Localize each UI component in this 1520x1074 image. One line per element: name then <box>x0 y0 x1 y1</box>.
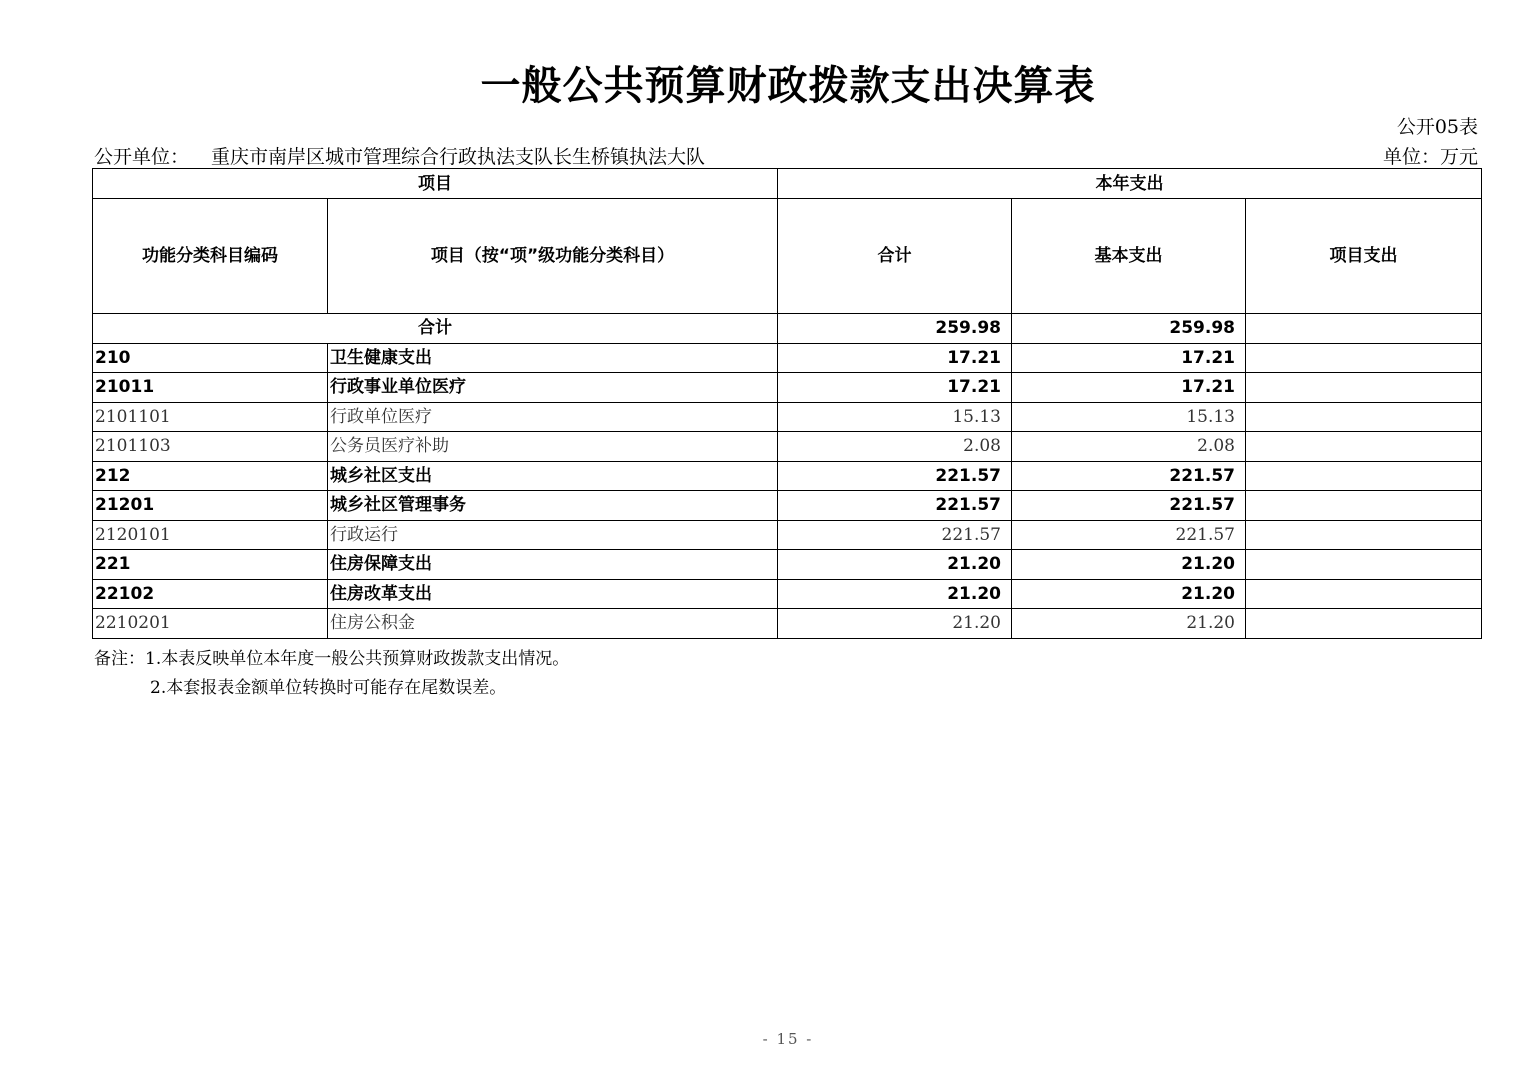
header-project-exp: 项目支出 <box>1246 199 1482 314</box>
header-basic: 基本支出 <box>1012 199 1246 314</box>
row-code: 21201 <box>93 491 328 521</box>
row-total: 17.21 <box>778 343 1012 373</box>
row-code: 210 <box>93 343 328 373</box>
row-total: 21.20 <box>778 609 1012 639</box>
row-project <box>1246 461 1482 491</box>
row-total: 15.13 <box>778 402 1012 432</box>
total-label: 合计 <box>93 314 778 344</box>
row-basic: 21.20 <box>1012 550 1246 580</box>
row-name: 住房保障支出 <box>328 550 778 580</box>
row-basic: 15.13 <box>1012 402 1246 432</box>
reporting-unit <box>94 142 705 169</box>
row-code: 212 <box>93 461 328 491</box>
page-number: - 15 - <box>762 1030 814 1048</box>
row-name: 行政事业单位医疗 <box>328 373 778 403</box>
table-row <box>93 491 1482 521</box>
row-basic: 17.21 <box>1012 373 1246 403</box>
table-row <box>93 432 1482 462</box>
header-total: 合计 <box>778 199 1012 314</box>
row-name: 卫生健康支出 <box>328 343 778 373</box>
header-current-year: 本年支出 <box>778 169 1482 199</box>
row-project <box>1246 373 1482 403</box>
table-row <box>93 402 1482 432</box>
total-project <box>1246 314 1482 344</box>
table-row <box>93 343 1482 373</box>
row-code: 22102 <box>93 579 328 609</box>
table-row <box>93 579 1482 609</box>
row-basic: 21.20 <box>1012 579 1246 609</box>
row-name: 城乡社区支出 <box>328 461 778 491</box>
expenditure-table <box>92 168 1482 639</box>
form-number: 公开05表 <box>1396 116 1478 138</box>
row-total: 221.57 <box>778 461 1012 491</box>
row-basic: 2.08 <box>1012 432 1246 462</box>
header-row-2 <box>93 199 1482 314</box>
money-unit: 单位：万元 <box>1382 146 1478 168</box>
row-code: 2101101 <box>93 402 328 432</box>
row-project <box>1246 579 1482 609</box>
row-project <box>1246 343 1482 373</box>
row-name: 行政运行 <box>328 520 778 550</box>
row-name: 城乡社区管理事务 <box>328 491 778 521</box>
note-2: 2.本套报表金额单位转换时可能存在尾数误差。 <box>150 678 507 698</box>
row-total: 2.08 <box>778 432 1012 462</box>
row-total: 221.57 <box>778 491 1012 521</box>
table-row <box>93 520 1482 550</box>
row-code: 221 <box>93 550 328 580</box>
header-row-1 <box>93 169 1482 199</box>
table-row <box>93 609 1482 639</box>
row-project <box>1246 520 1482 550</box>
row-code: 21011 <box>93 373 328 403</box>
row-project <box>1246 432 1482 462</box>
total-amount: 259.98 <box>778 314 1012 344</box>
row-total: 221.57 <box>778 520 1012 550</box>
note-1: 备注：1.本表反映单位本年度一般公共预算财政拨款支出情况。 <box>94 649 570 669</box>
row-project <box>1246 609 1482 639</box>
page-title: 一般公共预算财政拨款支出决算表 <box>480 63 1096 109</box>
total-row <box>93 314 1482 344</box>
row-code: 2101103 <box>93 432 328 462</box>
row-total: 21.20 <box>778 550 1012 580</box>
row-name: 公务员医疗补助 <box>328 432 778 462</box>
table-row <box>93 461 1482 491</box>
row-total: 21.20 <box>778 579 1012 609</box>
row-code: 2210201 <box>93 609 328 639</box>
row-name: 住房改革支出 <box>328 579 778 609</box>
header-project: 项目 <box>93 169 778 199</box>
table-row <box>93 550 1482 580</box>
row-name: 行政单位医疗 <box>328 402 778 432</box>
row-basic: 221.57 <box>1012 461 1246 491</box>
row-project <box>1246 491 1482 521</box>
reporting-unit-name: 重庆市南岸区城市管理综合行政执法支队长生桥镇执法大队 <box>211 146 706 168</box>
row-basic: 17.21 <box>1012 343 1246 373</box>
reporting-unit-label: 公开单位： <box>94 146 190 168</box>
row-project <box>1246 402 1482 432</box>
header-code: 功能分类科目编码 <box>93 199 328 314</box>
row-total: 17.21 <box>778 373 1012 403</box>
row-basic: 21.20 <box>1012 609 1246 639</box>
row-basic: 221.57 <box>1012 520 1246 550</box>
total-basic: 259.98 <box>1012 314 1246 344</box>
row-name: 住房公积金 <box>328 609 778 639</box>
row-project <box>1246 550 1482 580</box>
table-row <box>93 373 1482 403</box>
row-basic: 221.57 <box>1012 491 1246 521</box>
row-code: 2120101 <box>93 520 328 550</box>
header-item: 项目（按“项”级功能分类科目） <box>328 199 778 314</box>
